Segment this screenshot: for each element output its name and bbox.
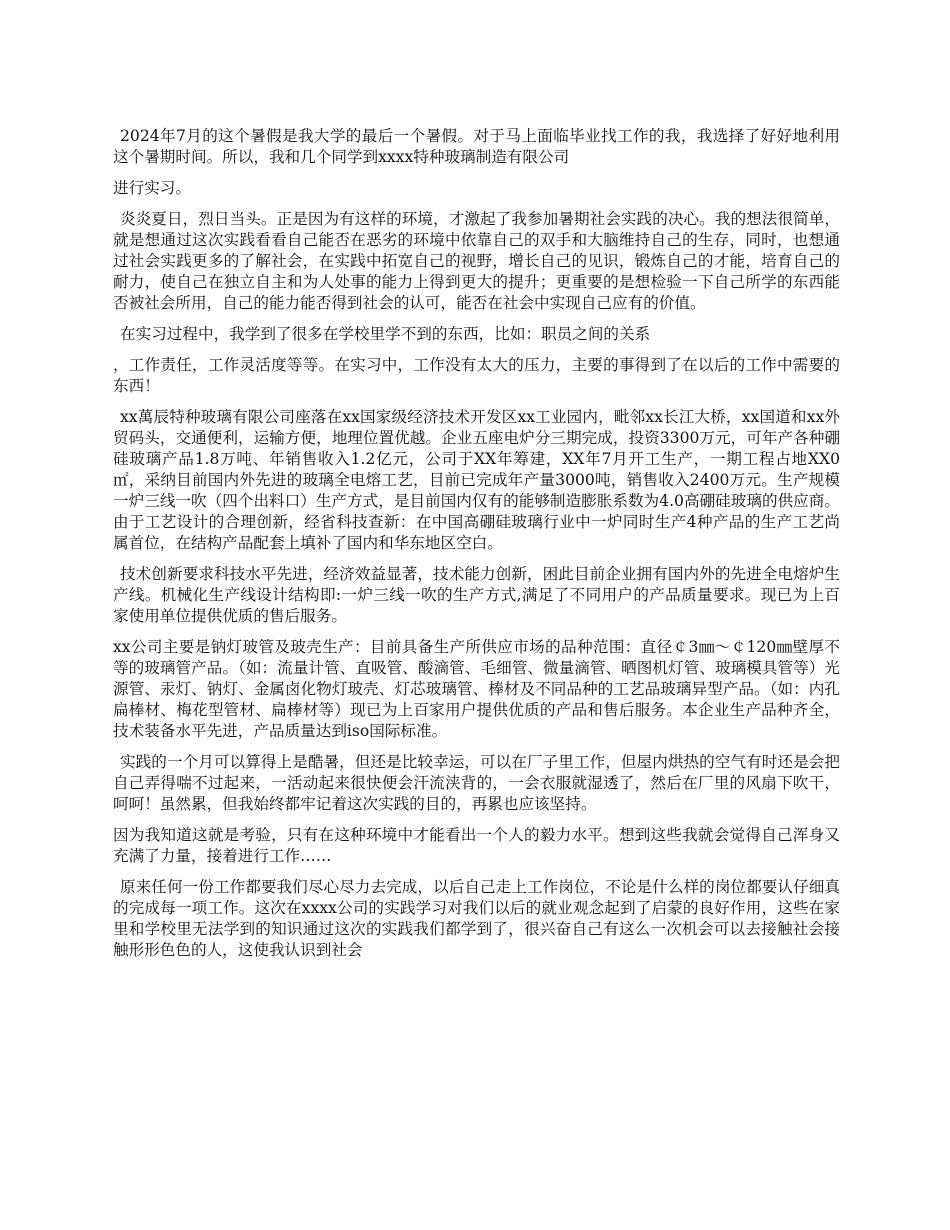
paragraph-motivation: 炎炎夏日，烈日当头。正是因为有这样的环境，才激起了我参加暑期社会实践的决心。我的想法很简单，就是想通过这次实践看看自己能否在恶劣的环境中依靠自己的双手和大脑维持自己的生存，同时，也想通过社会实践更多的了解社会，在实践中拓宽自己的视野，增长自己的见识，锻炼自己的才能，培育自己的耐力，使自己在独立自主和为人处事的能力上得到更大的提升；更重要的是想检验一下自己所学的东西能否被社会所用，自己的能力能否得到社会的认可，能否在社会中实现自己应有的价值。 [113,210,840,312]
paragraph-intro: 2024年7月的这个暑假是我大学的最后一个暑假。对于马上面临毕业找工作的我，我选择了好好地利用这个暑期时间。所以，我和几个同学到xxxx特种玻璃制造有限公司 [113,127,840,166]
paragraph-learning: 在实习过程中，我学到了很多在学校里学不到的东西，比如：职员之间的关系 [120,325,651,343]
paragraph-learning-continuation: ，工作责任，工作灵活度等等。在实习中，工作没有太大的压力，主要的事得到了在以后的工作中需要的东西！ [113,356,840,395]
paragraph-conclusion: 原来任何一份工作都要我们尽心尽力去完成，以后自己走上工作岗位，不论是什么样的岗位都要认仔细真的完成每一项工作。这次在xxxx公司的实践学习对我们以后的就业观念起到了启蒙的良好作用，这些在家里和学校里无法学到的知识通过这次的实践我们都学到了，很兴奋自己有这么一次机会可以去接触社会接触形形色色的人，这使我认识到社会 [113,878,840,959]
paragraph-practice: 实践的一个月可以算得上是酷暑，但还是比较幸运，可以在厂子里工作，但屋内烘热的空气有时还是会把自己弄得喘不过起来，一活动起来很快便会汗流浃背的，一会衣服就湿透了，然后在厂里的风扇下吹干，呵呵！虽然累，但我始终都牢记着这次实践的目的，再累也应该坚持。 [113,753,840,813]
paragraph-perseverance: 因为我知道这就是考验，只有在这种环境中才能看出一个人的毅力水平。想到这些我就会觉得自己浑身又充满了力量，接着进行工作…… [113,826,840,865]
document-body [113,126,840,971]
paragraph-intro-continuation: 进行实习。 [113,179,191,197]
paragraph-technology: 技术创新要求科技水平先进，经济效益显著，技术能力创新，困此目前企业拥有国内外的先进全电熔炉生产线。机械化生产线设计结构即:一炉三线一吹的生产方式,满足了不同用户的产品质量要求。现已为上百家使用单位提供优质的售后服务。 [113,565,840,625]
paragraph-company-profile: xx萬辰特种玻璃有限公司座落在xx国家级经济技术开发区xx工业园内，毗邻xx长江大桥，xx国道和xx外贸码头，交通便利，运输方便，地理位置优越。企业五座电炉分三期完成，投资3300万元，可年产各种硼硅玻璃产品1.8万吨、年销售收入1.2亿元，公司于XX年筹建，XX年7月开工生产，一期工程占地XX0㎡，采纳目前国内外先进的玻璃全电熔工艺，目前已完成年产量3000吨，销售收入2400万元。生产规模一炉三线一吹（四个出料口）生产方式，是目前国内仅有的能够制造膨胀系数为4.0高硼硅玻璃的供应商。由于工艺设计的合理创新，经省科技查新：在中国高硼硅玻璃行业中一炉同时生产4种产品的生产工艺尚属首位，在结构产品配套上填补了国内和华东地区空白。 [113,408,840,552]
paragraph-products: xx公司主要是钠灯玻管及玻壳生产：目前具备生产所供应市场的品种范围：直径￠3㎜～￠120㎜壁厚不等的玻璃管产品。（如：流量计管、直吸管、酸滴管、毛细管、微量滴管、晒图机灯管、玻璃模具管等）光源管、汞灯、钠灯、金属卤化物灯玻壳、灯芯玻璃管、棒材及不同品种的工艺品玻璃异型产品。（如：内孔扁棒材、梅花型管材、扁棒材等）现已为上百家用户提供优质的产品和售后服务。本企业生产品种齐全，技术装备水平先进，产品质量达到iso国际标准。 [113,638,840,740]
